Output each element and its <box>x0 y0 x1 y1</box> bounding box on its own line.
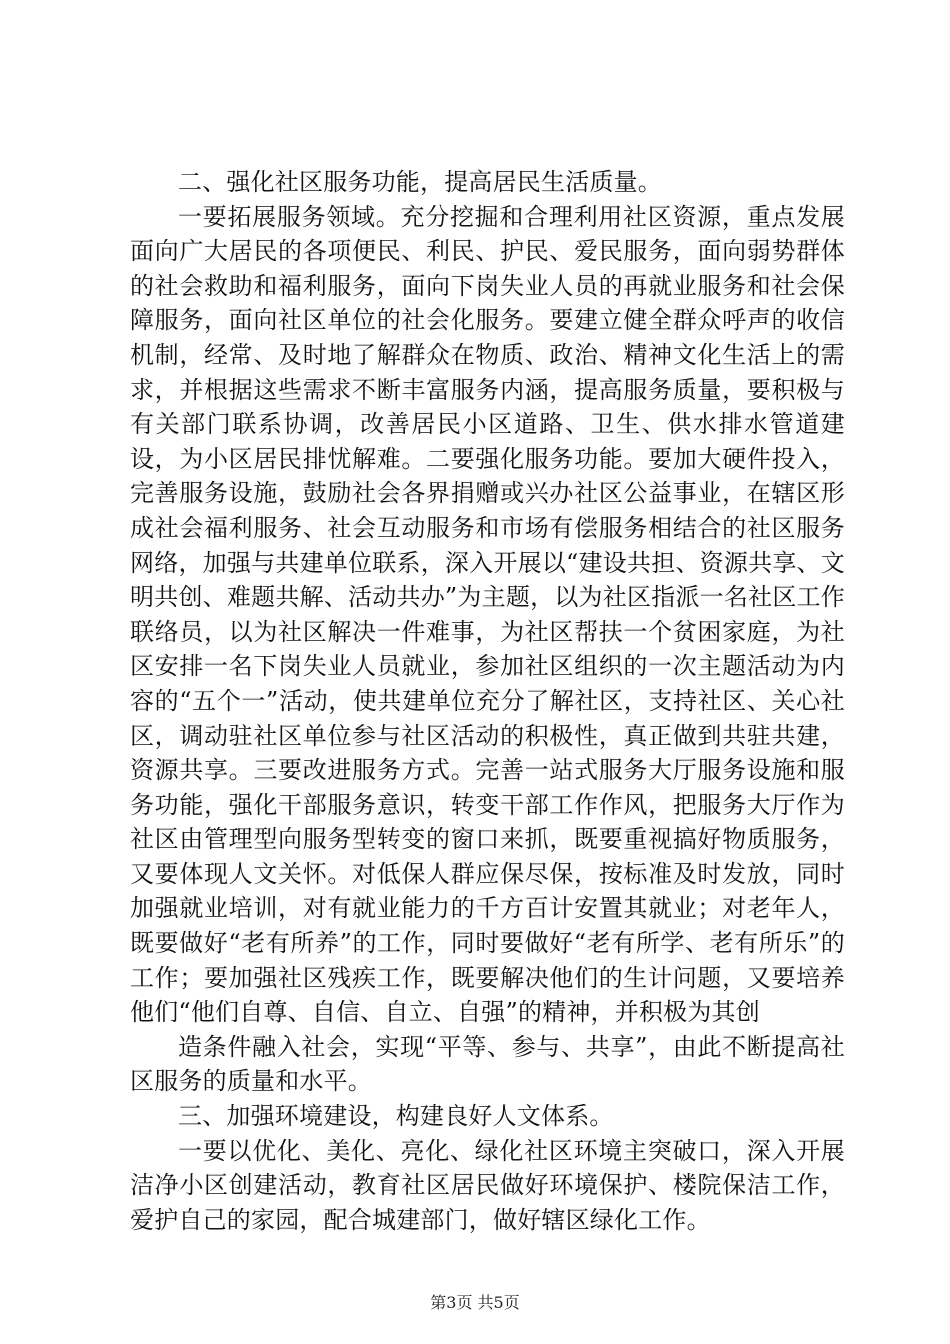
body-paragraph: 一要以优化、美化、亮化、绿化社区环境主突破口，深入开展洁净小区创建活动，教育社区居民做好环境保护、楼院保洁工作，爱护自己的家园，配合城建部门，做好辖区绿化工作。 <box>130 1136 845 1234</box>
section-heading-3: 三、加强环境建设，构建良好人文体系。 <box>178 1102 614 1131</box>
body-paragraph: 一要拓展服务领域。充分挖掘和合理利用社区资源，重点发展面向广大居民的各项便民、利民、护民、爱民服务，面向弱势群体的社会救助和福利服务，面向下岗失业人员的再就业服务和社会保障服务，面向社区单位的社会化服务。要建立健全群众呼声的收信机制，经常、及时地了解群众在物质、政治、精神文化生活上的需求，并根据这些需求不断丰富服务内涵，提高服务质量，要积极与有关部门联系协调，改善居民小区道路、卫生、供水排水管道建设，为小区居民排忧解难。二要强化服务功能。要加大硬件投入，完善服务设施，鼓励社会各界捐赠或兴办社区公益事业，在辖区形成社会福利服务、社会互动服务和市场有偿服务相结合的社区服务网络，加强与共建单位联系，深入开展以“建设共担、资源共享、文明共创、难题共解、活动共办”为主题，以为社区指派一名社区工作联络员，以为社区解决一件难事，为社区帮扶一个贫困家庭，为社区安排一名下岗失业人员就业，参加社区组织的一次主题活动为内容的“五个一”活动，使共建单位充分了解社区，支持社区、关心社区，调动驻社区单位参与社区活动的积极性，真正做到共驻共建，资源共享。三要改进服务方式。完善一站式服务大厅服务设施和服务功能，强化干部服务意识，转变干部工作作风，把服务大厅作为社区由管理型向服务型转变的窗口来抓，既要重视搞好物质服务，又要体现人文关怀。对低保人群应保尽保，按标准及时发放，同时加强就业培训，对有就业能力的千方百计安置其就业；对老年人，既要做好“老有所养”的工作，同时要做好“老有所学、老有所乐”的工作；要加强社区残疾工作，既要解决他们的生计问题，又要培养他们“他们自尊、自信、自立、自强”的精神，并积极为其创 <box>130 202 845 1027</box>
body-paragraph: 造条件融入社会，实现“平等、参与、共享”，由此不断提高社区服务的质量和水平。 <box>130 1032 845 1096</box>
document-body <box>130 165 845 1237</box>
page-footer: 第3页 共5页 <box>430 1293 520 1312</box>
section-heading-2: 二、强化社区服务功能，提高居民生活质量。 <box>178 168 662 196</box>
